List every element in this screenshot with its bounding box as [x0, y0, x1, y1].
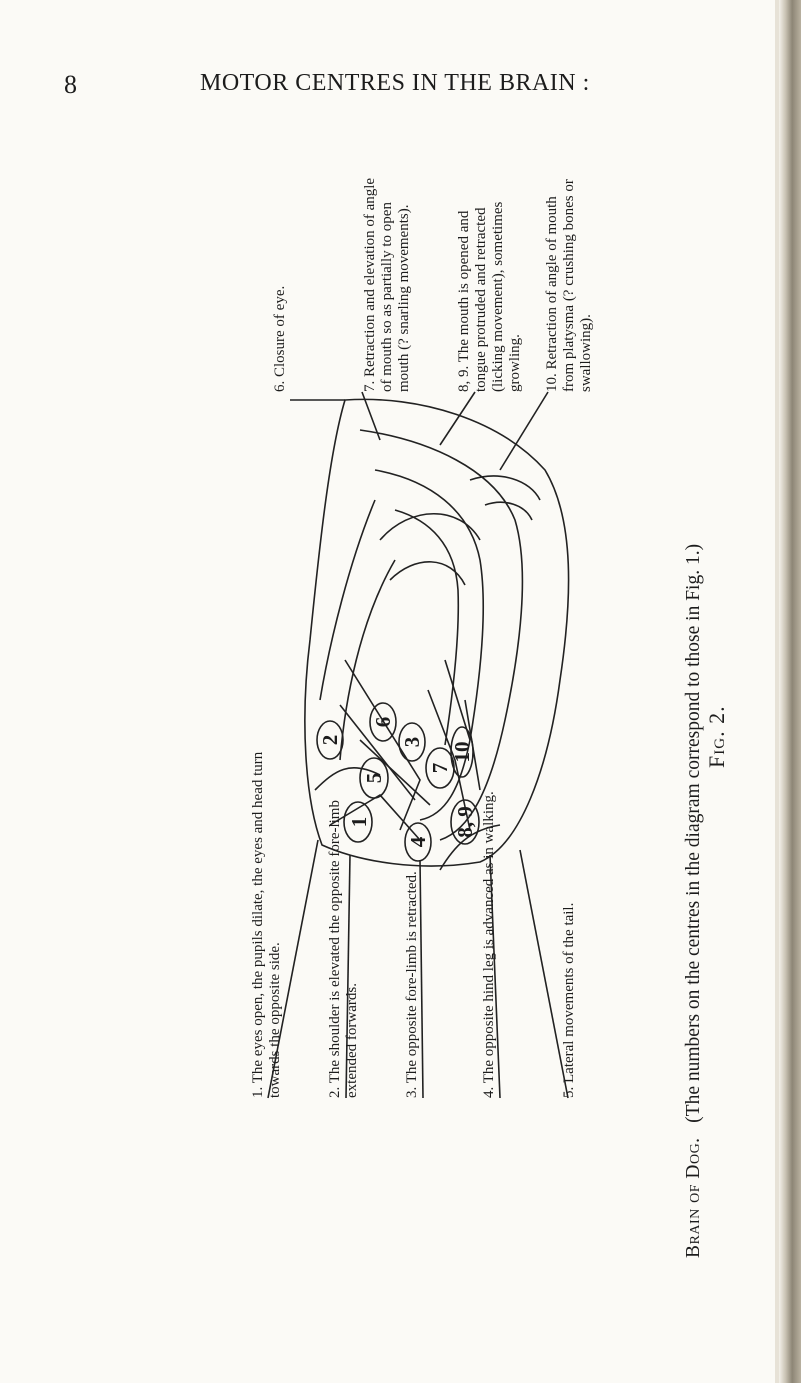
centre-label-1: 1 [347, 816, 371, 828]
caption-note: (The numbers on the centres in the diagram correspond to those in Fig. 1.) [683, 543, 704, 1123]
caption-title: Brain of Dog. [683, 1137, 704, 1258]
centre-label-5: 5 [362, 772, 386, 784]
legend-item-6: 6. Closure of eye. [272, 285, 288, 392]
legend-item-3: 3. The opposite fore-limb is retracted. [404, 871, 420, 1098]
centre-label-6: 6 [371, 716, 395, 728]
centre-label-3: 3 [400, 736, 424, 748]
page-number: 8 [64, 70, 77, 99]
centre-label-2: 2 [318, 734, 342, 746]
legend-item-5: 5. Lateral movements of the tail. [561, 902, 577, 1098]
figure-label: Fig. 2. [704, 705, 729, 768]
centre-label-10: 10 [450, 741, 474, 763]
legend-item-8-9: 8, 9. The mouth is opened and tongue protruded and retracted (licking movement), sometimes growling. [456, 201, 523, 392]
centre-label-8-9: 8, 9 [453, 806, 477, 838]
running-head: MOTOR CENTRES IN THE BRAIN : [200, 70, 590, 96]
legend-item-10: 10. Retraction of angle of mouth from platysma (? crushing bones or swallowing). [544, 179, 594, 392]
centre-label-7: 7 [428, 762, 452, 774]
legend-item-4: 4. The opposite hind leg is advanced as in walking. [481, 791, 497, 1098]
centre-label-4: 4 [406, 836, 430, 848]
legend-item-1: 1. The eyes open, the pupils dilate, the eyes and head turn towards the opposite side. [250, 751, 283, 1098]
legend-item-2: 2. The shoulder is elevated the opposite fore-limb extended forwards. [327, 800, 360, 1098]
legend-item-7: 7. Retraction and elevation of angle of mouth so as partially to open mouth (? snarling movements). [362, 177, 412, 392]
